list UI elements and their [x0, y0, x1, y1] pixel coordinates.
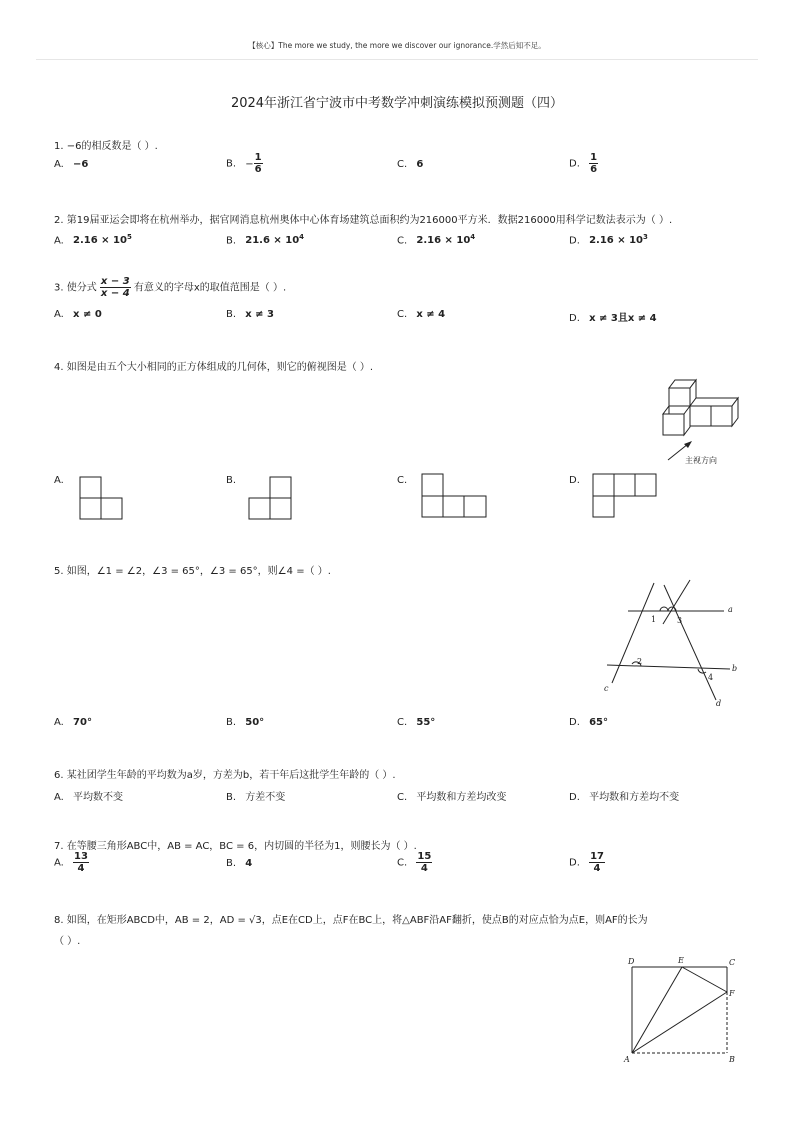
- q8-label-f: F: [729, 989, 735, 998]
- q8-segment-ef: [682, 967, 727, 992]
- q1-option-d-letter: D.: [569, 158, 580, 170]
- q5-option-b: [226, 717, 264, 728]
- q6-option-d-text: 平均数和方差均不变: [589, 792, 680, 803]
- q6-option-b-text: 方差不变: [245, 792, 286, 803]
- q4-view-label: 主视方向: [685, 456, 717, 465]
- q4-option-c-grid: [421, 473, 489, 519]
- q3-option-b: [226, 309, 274, 320]
- header-divider: [36, 59, 758, 60]
- q7-stem: 7. 在等腰三角形ABC中，AB = AC，BC = 6，内切圆的半径为1，则腰长为（ ）.: [54, 841, 417, 852]
- q5-option-b-letter: B.: [226, 717, 237, 728]
- q7-option-d: [569, 851, 605, 874]
- q5-option-a-text: 70°: [73, 717, 92, 728]
- q7-option-b-text: 4: [245, 858, 253, 869]
- q5-option-c: [397, 717, 435, 728]
- q4-cube-top-front: [669, 388, 690, 408]
- q7-option-c-den: 4: [420, 863, 428, 874]
- q6-option-c-letter: C.: [397, 792, 408, 803]
- q6-option-a: [54, 788, 123, 803]
- q5-stem: 5. 如图，∠1 = ∠2，∠3 = 65°，∠3 = 65°，则∠4 =（ ）.: [54, 566, 331, 577]
- q3-den: x − 4: [100, 288, 130, 299]
- q2-option-d: [569, 233, 648, 246]
- q8-label-a: A: [624, 1055, 630, 1064]
- q2-option-d-base: 2.16 × 10: [589, 235, 644, 247]
- q7-option-a: [54, 851, 89, 874]
- q2-option-b-base: 21.6 × 10: [245, 235, 300, 247]
- q5-option-a: [54, 717, 92, 728]
- q6-option-b: [226, 788, 285, 803]
- q8-label-b: B: [729, 1055, 735, 1064]
- q4-option-b-letter: B.: [226, 475, 237, 486]
- q5-label-b: b: [732, 664, 738, 673]
- q1-option-b-fraction: [254, 152, 263, 175]
- q4-option-c-letter: C.: [397, 475, 408, 486]
- q5-label-c: c: [604, 684, 609, 693]
- q1-option-c-letter: C.: [397, 159, 408, 170]
- q1-option-a-text: −6: [73, 159, 89, 170]
- q7-option-c-fraction: [416, 851, 432, 874]
- q7-option-d-fraction: [589, 851, 605, 874]
- q4-front-cube: [663, 414, 684, 435]
- q7-option-d-letter: D.: [569, 857, 580, 869]
- q4-row-cube-2: [711, 406, 732, 426]
- q5-angle-arc-1: [660, 607, 668, 611]
- q8-rectangle-figure: [620, 954, 746, 1066]
- q3-option-a: [54, 309, 102, 320]
- q5-figure: [598, 578, 744, 710]
- q2-option-b-exp: 4: [299, 233, 305, 241]
- q5-option-b-text: 50°: [245, 717, 265, 728]
- q3-option-c: [397, 309, 445, 320]
- q2-option-c-base: 2.16 × 10: [416, 235, 471, 247]
- q2-option-d-letter: D.: [569, 235, 580, 247]
- q5-label-a: a: [728, 605, 733, 614]
- q3-option-b-text: x ≠ 3: [245, 309, 274, 320]
- q6-option-d: [569, 788, 679, 803]
- q1-option-b-letter: B.: [226, 158, 237, 170]
- q6-stem: 6. 某社团学生年龄的平均数为a岁，方差为b，若干年后这批学生年龄的（ ）.: [54, 770, 396, 781]
- q7-option-a-den: 4: [77, 863, 85, 874]
- q4-row-cube-1: [690, 406, 711, 426]
- q1-option-c: [397, 159, 423, 170]
- q1-option-b-sign: −: [245, 158, 254, 170]
- q8-stem-line1: 8. 如图，在矩形ABCD中，AB = 2，AD = √3，点E在CD上，点F在BC上，将△ABF沿AF翻折，使点B的对应点恰为点E，则AF的长为: [54, 915, 648, 926]
- q3-option-b-letter: B.: [226, 309, 237, 320]
- q3-stem-pre: 3. 使分式: [54, 282, 97, 294]
- q1-option-d-den: 6: [590, 164, 598, 175]
- q1-option-b-num: 1: [254, 152, 262, 163]
- q6-option-a-letter: A.: [54, 792, 64, 803]
- q5-option-a-letter: A.: [54, 717, 64, 728]
- q7-option-c-letter: C.: [397, 857, 408, 869]
- q8-segment-af: [632, 992, 727, 1053]
- q2-option-b-letter: B.: [226, 235, 237, 247]
- q5-line-d: [664, 585, 716, 700]
- q2-option-a-exp: 5: [126, 233, 132, 241]
- q2-option-c-exp: 4: [470, 233, 476, 241]
- q1-option-b: [226, 152, 263, 175]
- q6-option-d-letter: D.: [569, 792, 580, 803]
- q3-fraction: [100, 276, 131, 299]
- q2-option-c: [397, 233, 475, 246]
- q3-stem-post: 有意义的字母x的取值范围是（ ）.: [133, 282, 287, 294]
- q8-stem-line2: （ ）.: [54, 936, 81, 947]
- q4-option-a-letter: A.: [54, 475, 64, 486]
- q4-stem: 4. 如图是由五个大小相同的正方体组成的几何体，则它的俯视图是（ ）.: [54, 362, 374, 373]
- q6-option-a-text: 平均数不变: [73, 792, 124, 803]
- q5-label-2: 2: [637, 657, 643, 666]
- q4-view-arrowhead: [684, 441, 692, 448]
- q7-option-d-den: 4: [593, 863, 601, 874]
- q5-option-c-letter: C.: [397, 717, 408, 728]
- q3-option-d-letter: D.: [569, 313, 580, 324]
- q2-stem: 2. 第19届亚运会即将在杭州举办，据官网消息杭州奥体中心体育场建筑总面积约为216000平方米．数据216000用科学记数法表示为（ ）.: [54, 215, 673, 226]
- q2-option-a-letter: A.: [54, 235, 64, 247]
- q7-option-d-num: 17: [590, 851, 604, 862]
- q7-option-c-num: 15: [417, 851, 432, 862]
- q8-label-d: D: [628, 957, 635, 966]
- q1-option-b-den: 6: [254, 164, 262, 175]
- q6-option-b-letter: B.: [226, 792, 237, 803]
- page-header-motto: 【核心】The more we study, the more we discover our ignorance.学然后知不足。: [248, 41, 546, 50]
- q3-option-d: [569, 309, 657, 324]
- q4-row-top-face: [690, 398, 738, 406]
- q3-option-a-text: x ≠ 0: [73, 309, 102, 320]
- q8-segment-ae: [632, 967, 682, 1053]
- q3-option-d-text: x ≠ 3且x ≠ 4: [589, 313, 657, 324]
- q4-option-b-grid: [248, 476, 294, 520]
- q2-option-a: [54, 233, 132, 246]
- q1-option-a: [54, 159, 88, 170]
- q3-stem: [54, 276, 286, 299]
- q5-label-3: 3: [677, 616, 683, 625]
- q1-stem: 1. −6的相反数是（ ）.: [54, 141, 158, 152]
- q7-option-b: [226, 858, 252, 869]
- q2-option-a-base: 2.16 × 10: [73, 235, 127, 247]
- q7-option-a-fraction: [73, 851, 89, 874]
- q7-option-a-letter: A.: [54, 857, 64, 869]
- q5-line-c: [612, 583, 657, 683]
- q1-option-d: [569, 152, 598, 175]
- q1-option-a-letter: A.: [54, 159, 64, 170]
- q5-label-4: 4: [708, 673, 714, 682]
- q4-option-a-grid: [79, 476, 125, 520]
- q6-option-c: [397, 788, 506, 803]
- q5-line-b: [607, 665, 730, 669]
- q8-label-c: C: [729, 958, 736, 967]
- q7-option-c: [397, 851, 432, 874]
- q2-option-d-exp: 3: [643, 233, 648, 241]
- page-title: 2024年浙江省宁波市中考数学冲刺演练模拟预测题（四）: [230, 96, 564, 111]
- q4-option-d-letter: D.: [569, 475, 580, 486]
- q3-option-a-letter: A.: [54, 309, 64, 320]
- q1-option-c-text: 6: [416, 159, 424, 170]
- q5-label-d: d: [716, 699, 722, 708]
- q2-option-b: [226, 233, 304, 246]
- q5-option-c-text: 55°: [416, 717, 436, 728]
- q5-label-1: 1: [651, 615, 657, 624]
- q8-label-e: E: [678, 956, 684, 965]
- q3-num: x − 3: [100, 276, 130, 287]
- q7-option-a-num: 13: [74, 851, 88, 862]
- q5-option-d-text: 65°: [589, 717, 608, 728]
- q6-option-c-text: 平均数和方差均改变: [416, 792, 507, 803]
- q5-option-d-letter: D.: [569, 717, 580, 728]
- q1-option-d-fraction: [589, 152, 598, 175]
- q3-option-c-text: x ≠ 4: [416, 309, 446, 320]
- q5-option-d: [569, 717, 608, 728]
- q3-option-c-letter: C.: [397, 309, 408, 320]
- q4-option-d-grid: [592, 473, 658, 519]
- q2-option-c-letter: C.: [397, 235, 408, 247]
- q7-option-b-letter: B.: [226, 858, 237, 869]
- q1-option-d-num: 1: [590, 152, 598, 163]
